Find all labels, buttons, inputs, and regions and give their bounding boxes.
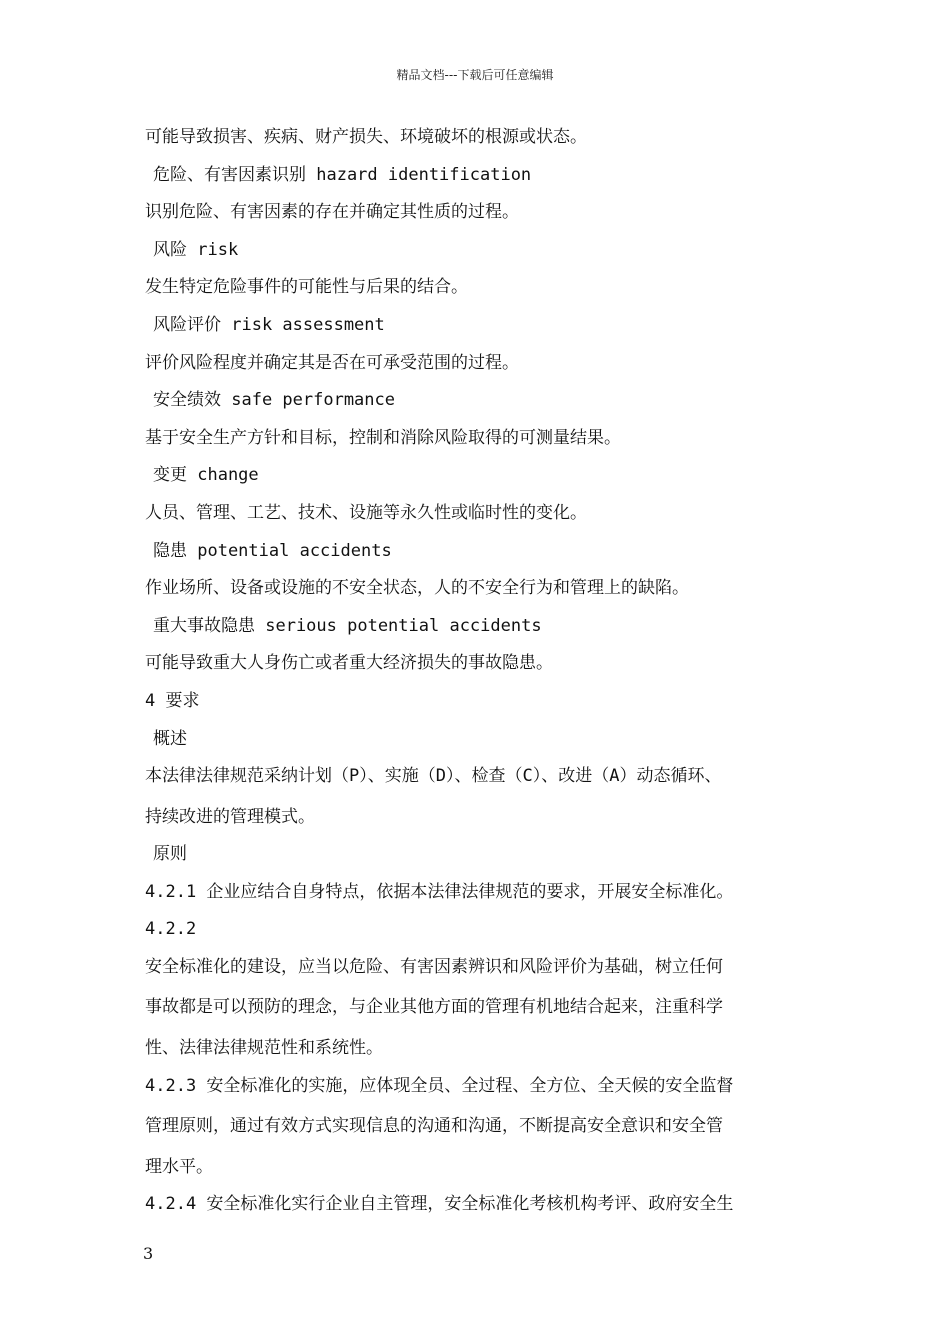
paragraph-line: 性、法律法律规范性和系统性。 — [145, 1037, 383, 1058]
page-number: 3 — [143, 1244, 154, 1263]
term-heading: 重大事故隐患 serious potential accidents — [153, 615, 542, 636]
paragraph-line: 可能导致损害、疾病、财产损失、环境破坏的根源或状态。 — [145, 127, 587, 147]
paragraph-line: 事故都是可以预防的理念，与企业其他方面的管理有机地结合起来，注重科学 — [145, 997, 723, 1018]
paragraph-line: 发生特定危险事件的可能性与后果的结合。 — [145, 277, 468, 298]
paragraph-line: 4.2.3 安全标准化的实施，应体现全员、全过程、全方位、全天候的安全监督 — [145, 1075, 734, 1096]
subsection-heading: 原则 — [153, 844, 187, 865]
term-heading: 危险、有害因素识别 hazard identification — [153, 164, 532, 185]
paragraph-line: 作业场所、设备或设施的不安全状态，人的不安全行为和管理上的缺陷。 — [145, 578, 689, 599]
subsection-heading: 概述 — [153, 728, 187, 749]
term-heading: 风险评价 risk assessment — [153, 314, 385, 335]
paragraph-line: 人员、管理、工艺、技术、设施等永久性或临时性的变化。 — [145, 502, 587, 523]
paragraph-line: 持续改进的管理模式。 — [145, 806, 315, 827]
paragraph-line: 基于安全生产方针和目标，控制和消除风险取得的可测量结果。 — [145, 427, 621, 448]
term-heading: 隐患 potential accidents — [153, 540, 392, 561]
paragraph-line: 可能导致重大人身伤亡或者重大经济损失的事故隐患。 — [145, 653, 553, 674]
term-heading: 安全绩效 safe performance — [153, 390, 395, 411]
paragraph-line: 理水平。 — [145, 1156, 213, 1177]
paragraph-line: 本法律法律规范采纳计划（P）、实施（D）、检查（C）、改进（A）动态循环、 — [145, 766, 722, 787]
page-header: 精品文档---下载后可任意编辑 — [396, 68, 554, 82]
paragraph-line: 安全标准化的建设，应当以危险、有害因素辨识和风险评价为基础，树立任何 — [145, 956, 723, 977]
section-heading: 4 要求 — [145, 690, 200, 711]
paragraph-line: 4.2.4 安全标准化实行企业自主管理，安全标准化考核机构考评、政府安全生 — [145, 1194, 734, 1215]
term-heading: 风险 risk — [153, 239, 239, 260]
paragraph-line: 识别危险、有害因素的存在并确定其性质的过程。 — [145, 202, 519, 223]
paragraph-line: 管理原则，通过有效方式实现信息的沟通和沟通，不断提高安全意识和安全管 — [145, 1116, 723, 1137]
document-body — [145, 122, 835, 1227]
paragraph-line: 4.2.1 企业应结合自身特点，依据本法律法律规范的要求，开展安全标准化。 — [145, 881, 734, 902]
paragraph-line: 评价风险程度并确定其是否在可承受范围的过程。 — [145, 352, 519, 373]
term-heading: 变更 change — [153, 465, 259, 486]
clause-number: 4.2.2 — [145, 919, 197, 940]
